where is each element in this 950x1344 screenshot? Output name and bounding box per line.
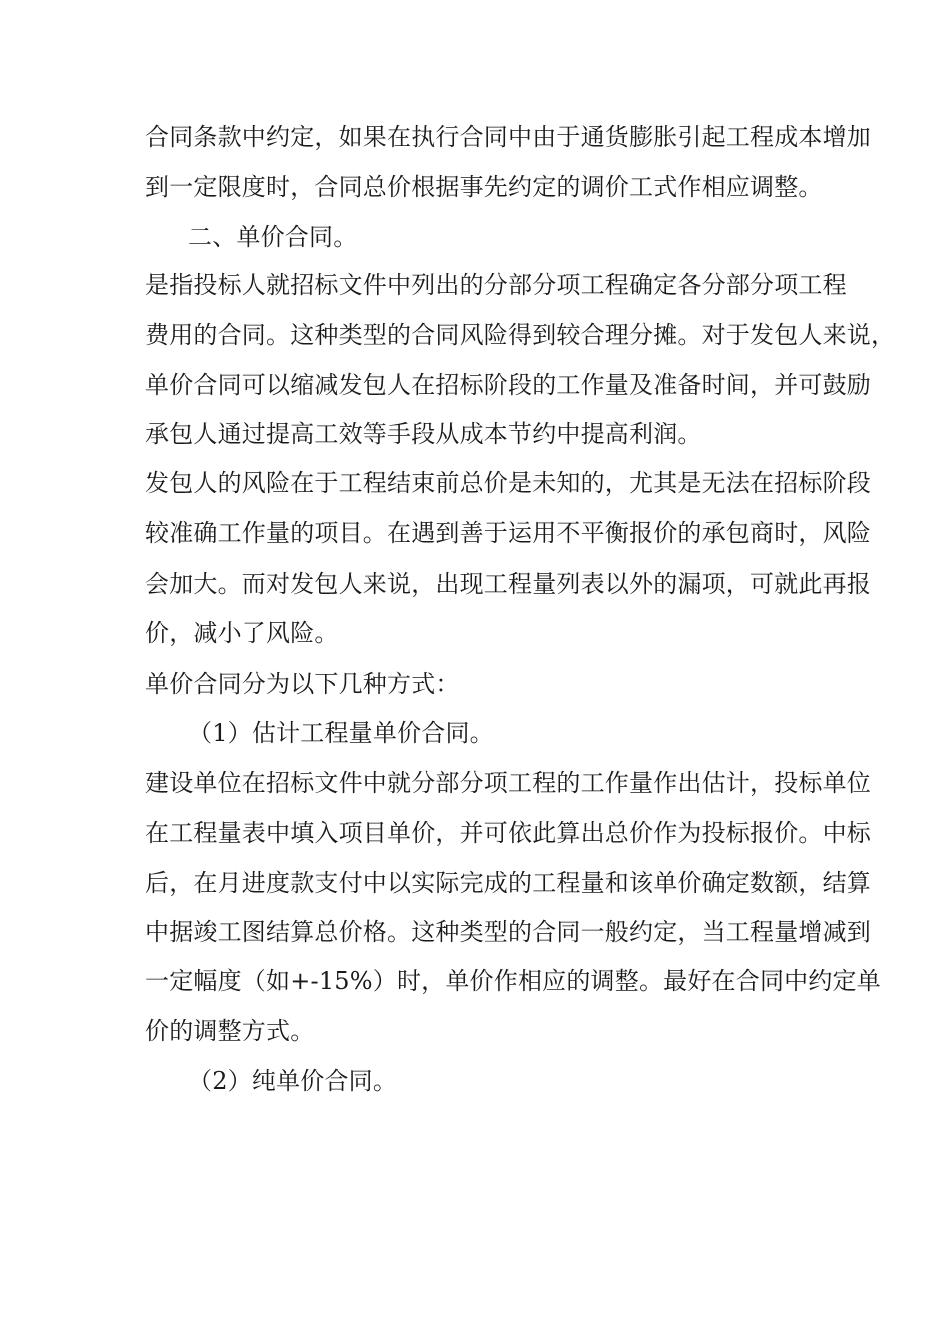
body-text-line: 到一定限度时，合同总价根据事先约定的调价工式作相应调整。: [145, 173, 823, 201]
body-text-line: 中据竣工图结算总价格。这种类型的合同一般约定，当工程量增减到: [145, 918, 871, 946]
body-text-line: 单价合同分为以下几种方式：: [145, 670, 460, 698]
body-text-line: 发包人的风险在于工程结束前总价是未知的，尤其是无法在招标阶段: [145, 469, 871, 497]
body-text-line: 建设单位在招标文件中就分部分项工程的工作量作出估计，投标单位: [145, 769, 871, 797]
list-item-heading: （2）纯单价合同。: [188, 1067, 398, 1095]
body-text-line: 在工程量表中填入项目单价，并可依此算出总价作为投标报价。中标: [145, 819, 871, 847]
section-heading: 二、单价合同。: [188, 223, 358, 251]
body-text-line: 单价合同可以缩减发包人在招标阶段的工作量及准备时间，并可鼓励: [145, 371, 871, 399]
body-text-line: 较准确工作量的项目。在遇到善于运用不平衡报价的承包商时，风险: [145, 519, 871, 547]
body-text-line: 合同条款中约定，如果在执行合同中由于通货膨胀引起工程成本增加: [145, 123, 871, 151]
body-text-line: 价的调整方式。: [145, 1017, 315, 1045]
body-text-line: 是指投标人就招标文件中列出的分部分项工程确定各分部分项工程: [145, 271, 847, 299]
body-text-line: 费用的合同。这种类型的合同风险得到较合理分摊。对于发包人来说，: [145, 321, 896, 349]
body-text-line: 承包人通过提高工效等手段从成本节约中提高利润。: [145, 420, 702, 448]
body-text-line: 后，在月进度款支付中以实际完成的工程量和该单价确定数额，结算: [145, 869, 871, 897]
body-text-line: 价，减小了风险。: [145, 619, 339, 647]
body-text-line: 一定幅度（如+-15%）时，单价作相应的调整。最好在合同中约定单: [145, 967, 881, 995]
list-item-heading: （1）估计工程量单价合同。: [188, 719, 494, 747]
body-text-line: 会加大。而对发包人来说，出现工程量列表以外的漏项，可就此再报: [145, 570, 871, 598]
